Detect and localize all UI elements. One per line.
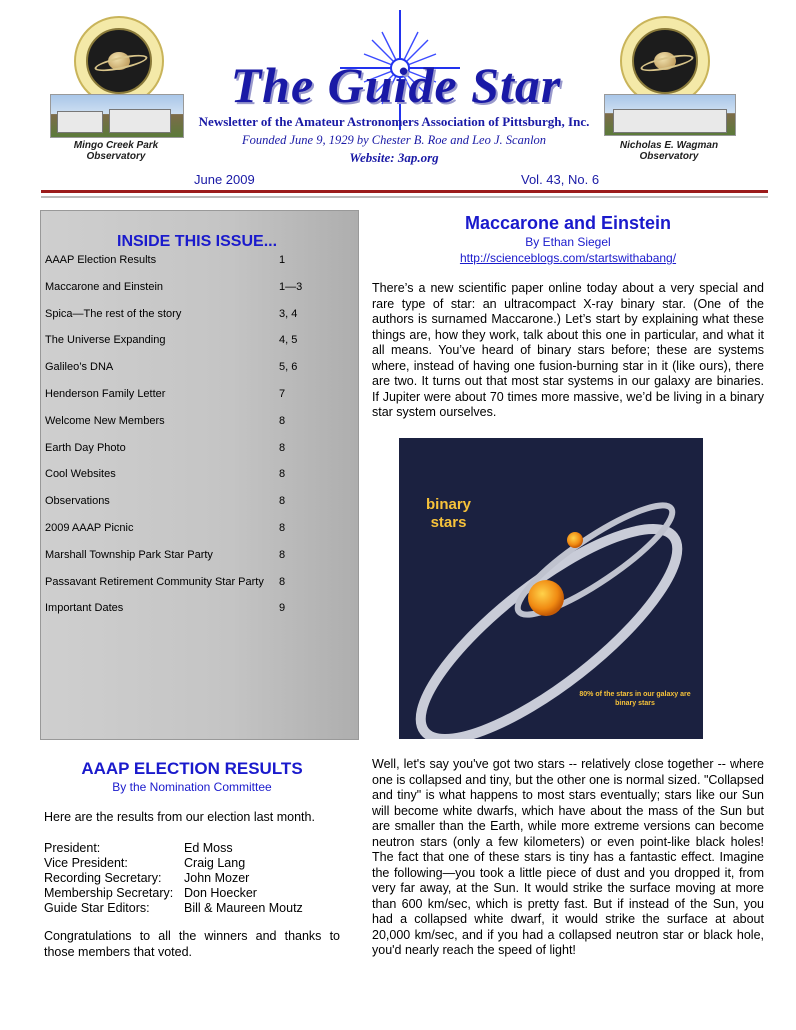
toc-item — [45, 522, 315, 536]
toc-item-title: Observations — [45, 495, 110, 508]
toc-item — [45, 308, 315, 322]
toc-item — [45, 468, 315, 482]
election-byline: By the Nomination Committee — [112, 780, 272, 794]
toc-item-title: Galileo’s DNA — [45, 361, 114, 374]
article-paragraph-2: Well, let's say you've got two stars -- relatively close together -- where one is collapsed and tiny, but the other one is normal sized. "Collapsed and tiny" is what happens to most stars eventually; stars like our Sun will become white dwarfs, which have about the mass of the Sun but are smaller than the Earth, while more extreme versions can become neutron stars (only a few kilometers) or even point-like black holes! The fact that one of these stars is tiny has a fantastic effect. Imagine the following—you took a little piece of dust and you dropped it, from very far away, at the Sun. It would strike the surface moving at more than 600 km/sec, which is pretty fast. But if instead of the Sun, you had a collapsed white dwarf, it would strike the surface at about 20,000 km/sec, and if you had a collapsed neutron star or black hole, you'd nearly reach the speed of light! — [372, 757, 764, 957]
officer-list — [44, 841, 340, 916]
toc-item-page: 1 — [279, 254, 286, 266]
toc-item-title: The Universe Expanding — [45, 334, 166, 347]
toc-item — [45, 361, 315, 375]
toc-item-title: Spica—The rest of the story — [45, 307, 182, 320]
officer-row — [44, 856, 340, 871]
left-observatory-caption: Mingo Creek Park Observatory — [73, 140, 159, 162]
toc-item-page: 7 — [279, 388, 286, 400]
website-line: Website: 3ap.org — [349, 150, 439, 165]
officer-name: Craig Lang — [184, 856, 246, 870]
toc-item-page: 8 — [279, 441, 286, 454]
article-paragraph-1: There’s a new scientific paper online today about a very special and rare type of star: an ultracompact X-ray binary star. (One of the authors is surnamed Maccarone.) Let’s start by explaining what these things are, how they work, talk about this one in particular, and what it all means. You’ve heard of binary stars before; these are systems where, instead of having one fusion-burning star in it (like ours), there are two. It turns out that most star systems in our galaxy are binaries. If Jupiter were about 70 times more massive, we’d be living in a binary star system ourselves. — [372, 281, 764, 419]
toc-item — [45, 495, 315, 509]
newsletter-tagline: Newsletter of the Amateur Astronomers Association of Pittsburgh, Inc. — [198, 114, 590, 129]
officer-role: Guide Star Editors: — [44, 901, 150, 915]
toc-item-title: Maccarone and Einstein — [45, 280, 164, 293]
officer-row — [44, 841, 340, 856]
toc-item-title: Henderson Family Letter — [45, 388, 166, 400]
toc-item-title: Passavant Retirement Community Star Party — [45, 575, 264, 588]
officer-name: Bill & Maureen Moutz — [184, 901, 303, 915]
officer-row — [44, 901, 340, 916]
toc-item-page: 5, 6 — [279, 361, 298, 374]
toc-item-title: 2009 AAAP Picnic — [45, 522, 134, 534]
right-observatory-caption: Nicholas E. Wagman Observatory — [619, 140, 719, 162]
toc-item — [45, 254, 315, 268]
inside-this-issue-box — [40, 210, 359, 740]
binary-stars-figure — [399, 438, 703, 739]
toc-item — [45, 281, 315, 295]
toc-item-title: Important Dates — [45, 602, 124, 615]
toc-item-title: Marshall Township Park Star Party — [45, 548, 213, 561]
toc-item — [45, 388, 315, 402]
article-byline: By Ethan Siegel — [525, 235, 611, 249]
toc-item-page: 8 — [279, 548, 286, 561]
wagman-observatory-photo — [604, 94, 736, 136]
society-seal-left — [74, 16, 164, 106]
toc-item-title: AAAP Election Results — [45, 254, 157, 266]
toc-item-page: 4, 5 — [279, 334, 298, 347]
officer-name: Ed Moss — [184, 841, 233, 855]
article-title: Maccarone and Einstein — [464, 213, 672, 233]
toc-item-page: 8 — [279, 414, 286, 427]
volume-number: Vol. 43, No. 6 — [521, 172, 600, 187]
issue-date: June 2009 — [194, 172, 255, 187]
toc-item-title: Welcome New Members — [45, 414, 165, 427]
masthead-rule — [41, 190, 768, 193]
election-title: AAAP ELECTION RESULTS — [81, 759, 303, 778]
toc-item-page: 3, 4 — [279, 307, 298, 320]
election-closing: Congratulations to all the winners and thanks to those members that voted. — [44, 929, 340, 959]
toc-item-page: 8 — [279, 495, 286, 508]
toc-item-title: Earth Day Photo — [45, 441, 126, 454]
toc-item — [45, 415, 315, 429]
toc-item — [45, 576, 315, 590]
toc-item-page: 9 — [279, 602, 286, 615]
officer-role: President: — [44, 841, 101, 855]
society-seal-right — [620, 16, 710, 106]
founding-line: Founded June 9, 1929 by Chester B. Roe and Leo J. Scanlon — [241, 133, 547, 147]
toc-item-page: 1—3 — [279, 280, 303, 293]
article-source-link[interactable]: http://scienceblogs.com/startswithabang/ — [459, 251, 677, 265]
toc-item-page: 8 — [279, 575, 286, 588]
officer-name: John Mozer — [184, 871, 250, 885]
toc-item — [45, 442, 315, 456]
officer-name: Don Hoecker — [184, 886, 257, 900]
officer-role: Vice President: — [44, 856, 128, 870]
figure-label: binary stars — [426, 496, 472, 531]
toc-item — [45, 334, 315, 348]
officer-role: Recording Secretary: — [44, 871, 162, 885]
masthead-rule-shadow — [41, 196, 768, 198]
officer-role: Membership Secretary: — [44, 886, 174, 900]
toc-item-page: 8 — [279, 522, 286, 534]
newsletter-title: The Guide Star — [230, 57, 562, 113]
small-star — [567, 532, 583, 548]
officer-row — [44, 886, 340, 901]
masthead — [0, 0, 796, 200]
toc-item-title: Cool Websites — [45, 468, 116, 481]
toc-heading: INSIDE THIS ISSUE... — [117, 233, 278, 250]
figure-note: 80% of the stars in our galaxy are binary stars — [579, 691, 691, 707]
large-star — [528, 580, 564, 616]
toc-item — [45, 549, 315, 563]
officer-row — [44, 871, 340, 886]
toc-item — [45, 602, 315, 616]
mingo-creek-observatory-photo — [50, 94, 184, 138]
toc-item-page: 8 — [279, 468, 286, 481]
election-intro: Here are the results from our election last month. — [44, 810, 315, 824]
